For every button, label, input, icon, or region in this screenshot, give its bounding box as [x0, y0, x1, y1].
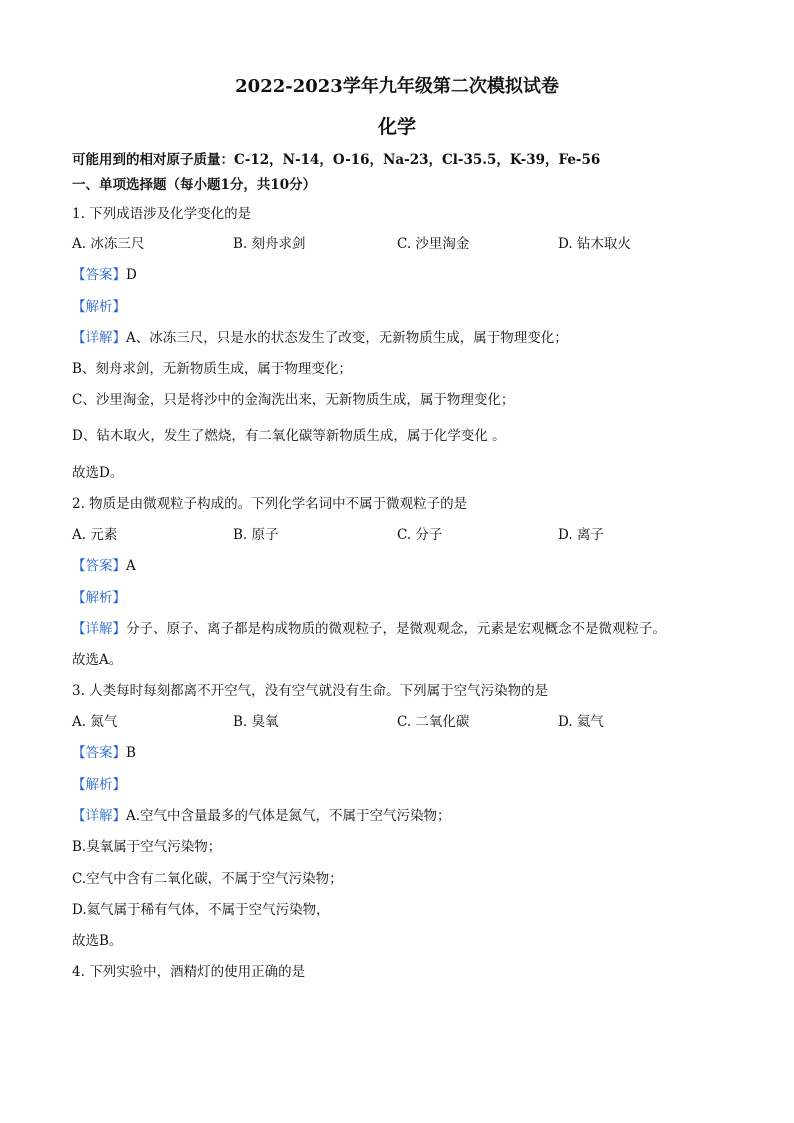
question-1-option-d: D. 钻木取火: [558, 236, 631, 252]
subject-title: 化学: [377, 116, 416, 138]
question-1-analysis: [72, 295, 126, 315]
detail-text: 分子、原子、离子都是构成物质的微观粒子，是微观观念，元素是宏观概念不是微观粒子。: [126, 621, 666, 637]
question-3-answer: [72, 741, 136, 761]
detail-label: 【详解】: [72, 621, 126, 637]
question-2-stem: 2. 物质是由微观粒子构成的。下列化学名词中不属于微观粒子的是: [72, 496, 468, 512]
detail-label: 【详解】: [72, 808, 126, 824]
question-1-detail-line: [72, 326, 568, 346]
question-1-stem: 1. 下列成语涉及化学变化的是: [72, 206, 252, 222]
answer-value: A: [126, 558, 136, 574]
question-2-option-a: A. 元素: [72, 527, 118, 543]
question-3-detail-line: C.空气中含有二氧化碳，不属于空气污染物；: [72, 871, 343, 887]
answer-label: 【答案】: [72, 267, 126, 283]
question-1-option-c: C. 沙里淘金: [397, 236, 470, 252]
question-1-answer: [72, 263, 137, 283]
answer-value: B: [126, 745, 136, 761]
analysis-label: 【解析】: [72, 590, 126, 606]
question-3-stem: 3. 人类每时每刻都离不开空气，没有空气就没有生命。下列属于空气污染物的是: [72, 683, 549, 699]
question-1-detail-line: D、钻木取火，发生了燃烧，有二氧化碳等新物质生成，属于化学变化 。: [72, 428, 506, 444]
question-3-analysis: [72, 773, 126, 793]
question-3-detail-line: [72, 804, 451, 824]
question-2-option-b: B. 原子: [233, 527, 279, 543]
analysis-label: 【解析】: [72, 299, 126, 315]
analysis-label: 【解析】: [72, 777, 126, 793]
question-2-detail-line: [72, 617, 666, 637]
question-1-detail-line: B、刻舟求剑，无新物质生成，属于物理变化；: [72, 361, 352, 377]
question-2-answer: [72, 554, 136, 574]
question-3-detail-line: B.臭氧属于空气污染物；: [72, 839, 222, 855]
detail-text: A、冰冻三尺，只是水的状态发生了改变，无新物质生成，属于物理变化；: [126, 330, 568, 346]
question-3-option-b: B. 臭氧: [233, 714, 279, 730]
answer-label: 【答案】: [72, 745, 126, 761]
question-1-detail-line: C、沙里淘金，只是将沙中的金淘洗出来，无新物质生成，属于物理变化；: [72, 392, 515, 408]
detail-label: 【详解】: [72, 330, 126, 346]
atomic-masses: 可能用到的相对原子质量：C-12，N-14，O-16，Na-23，Cl-35.5，K-39，Fe-56: [72, 152, 601, 168]
exam-title: 2022-2023学年九年级第二次模拟试卷: [235, 76, 559, 97]
answer-label: 【答案】: [72, 558, 126, 574]
question-2-analysis: [72, 586, 126, 606]
question-2-option-d: D. 离子: [558, 527, 604, 543]
question-3-detail-line: D.氦气属于稀有气体，不属于空气污染物，: [72, 902, 330, 918]
question-4-stem: 4. 下列实验中，酒精灯的使用正确的是: [72, 964, 306, 980]
question-3-option-c: C. 二氧化碳: [397, 714, 470, 730]
question-1-option-a: A. 冰冻三尺: [72, 236, 145, 252]
detail-text: A.空气中含量最多的气体是氮气，不属于空气污染物；: [126, 808, 451, 824]
question-3-option-d: D. 氦气: [558, 714, 604, 730]
question-3-conclusion: 故选B。: [72, 933, 123, 949]
question-1-option-b: B. 刻舟求剑: [233, 236, 306, 252]
question-3-option-a: A. 氮气: [72, 714, 118, 730]
question-2-option-c: C. 分子: [397, 527, 443, 543]
question-1-conclusion: 故选D。: [72, 465, 124, 481]
answer-value: D: [126, 267, 137, 283]
question-2-conclusion: 故选A。: [72, 652, 123, 668]
section-heading: 一、单项选择题（每小题1分，共10分）: [72, 177, 317, 193]
